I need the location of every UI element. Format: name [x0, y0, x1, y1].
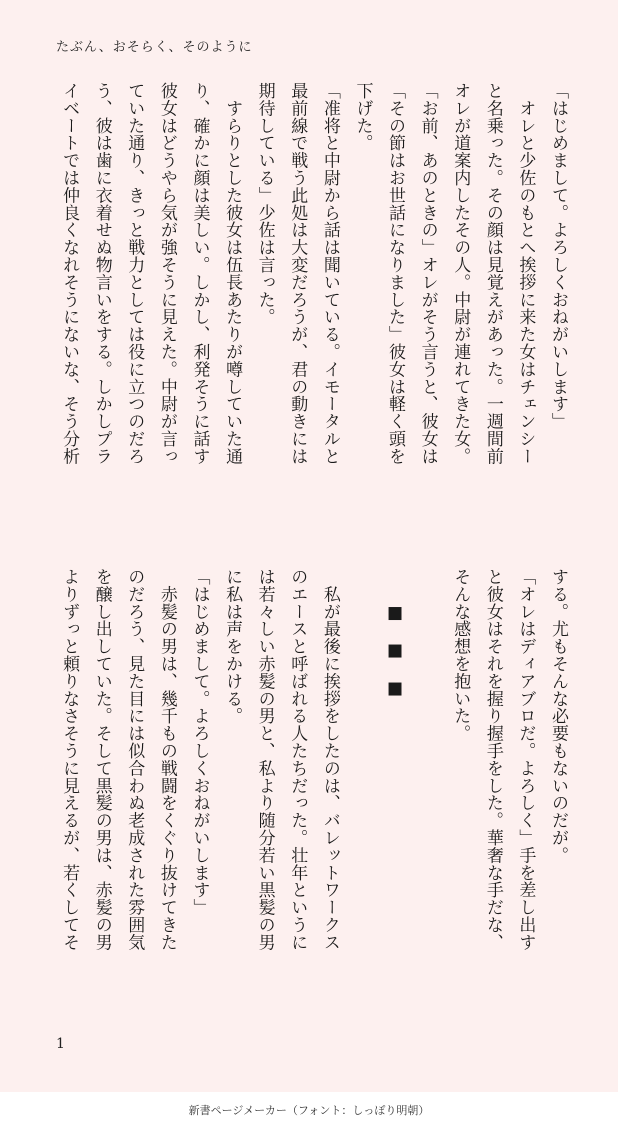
- text-line: [346, 568, 379, 1008]
- page-number: 1: [56, 1036, 65, 1052]
- text-line: り、確かに顔は美しい。しかし、利発そうに話す: [189, 82, 210, 465]
- text-line: 「准将と中尉から話は聞いている。イモータルと: [319, 82, 340, 465]
- text-line: ていた通り、きっと戦力としては役に立つのだろ: [124, 82, 145, 465]
- text-line: 下げた。: [352, 82, 373, 152]
- text-line: 彼女はどうやら気が強そうに見えた。中尉が言っ: [156, 82, 177, 465]
- text-line: 私が最後に挨拶をしたのは、バレットワークス: [319, 568, 340, 951]
- text-line: オレが道案内したその人。中尉が連れてきた女。: [450, 82, 471, 465]
- text-line: に私は声をかける。: [222, 568, 243, 725]
- scene-break: ■ ■ ■: [385, 568, 406, 699]
- text-line: のだろう、見た目には似合わぬ老成された雰囲気: [124, 568, 145, 951]
- text-line: 最前線で戦う此処は大変だろうが、君の動きには: [287, 82, 308, 465]
- text-line: 「はじめまして。よろしくおねがいします」: [189, 568, 210, 916]
- text-line: オレと少佐のもとへ挨拶に来た女はチェンシー: [515, 82, 536, 465]
- text-line: 赤髪の男は、幾千もの戦闘をくぐり抜けてきた: [156, 568, 177, 951]
- text-line: と彼女はそれを握り握手をした。華奢な手だな、: [482, 568, 503, 951]
- text-line: は若々しい赤髪の男と、私より随分若い黒髪の男: [254, 568, 275, 951]
- text-line: 「お前、あのときの」オレがそう言うと、彼女は: [417, 82, 438, 465]
- text-line: よりずっと頼りなさそうに見えるが、若くしてそ: [59, 568, 80, 951]
- text-line: と名乗った。その顔は見覚えがあった。一週間前: [482, 82, 503, 465]
- text-line: [411, 568, 444, 1008]
- text-block-bottom: [54, 568, 574, 1008]
- text-line: すらりとした彼女は伍長あたりが噂していた通: [222, 82, 243, 465]
- text-line: のエースと呼ばれる人たちだった。壮年というに: [287, 568, 308, 951]
- text-line: 「オレはディアブロだ。よろしく」手を差し出す: [515, 568, 536, 951]
- text-line: そんな感想を抱いた。: [450, 568, 471, 742]
- text-line: 「その節はお世話になりました」彼女は軽く頭を: [385, 82, 406, 465]
- running-head: たぶん、おそらく、そのように: [56, 40, 253, 55]
- text-line: う、彼は歯に衣着せぬ物言いをする。しかしプラ: [91, 82, 112, 465]
- text-line: 「はじめまして。よろしくおねがいします」: [548, 82, 568, 430]
- text-line: 期待している」少佐は言った。: [254, 82, 275, 326]
- text-line: する。尤もそんな必要もないのだが。: [548, 568, 568, 864]
- text-line: を醸し出していた。そして黒髪の男は、赤髪の男: [91, 568, 112, 951]
- footer-credit: 新書ページメーカー（フォント：しっぽり明朝）: [0, 1092, 618, 1132]
- text-block-top: [54, 82, 574, 522]
- text-line: イベートでは仲良くなれそうにないな、そう分析: [59, 82, 80, 465]
